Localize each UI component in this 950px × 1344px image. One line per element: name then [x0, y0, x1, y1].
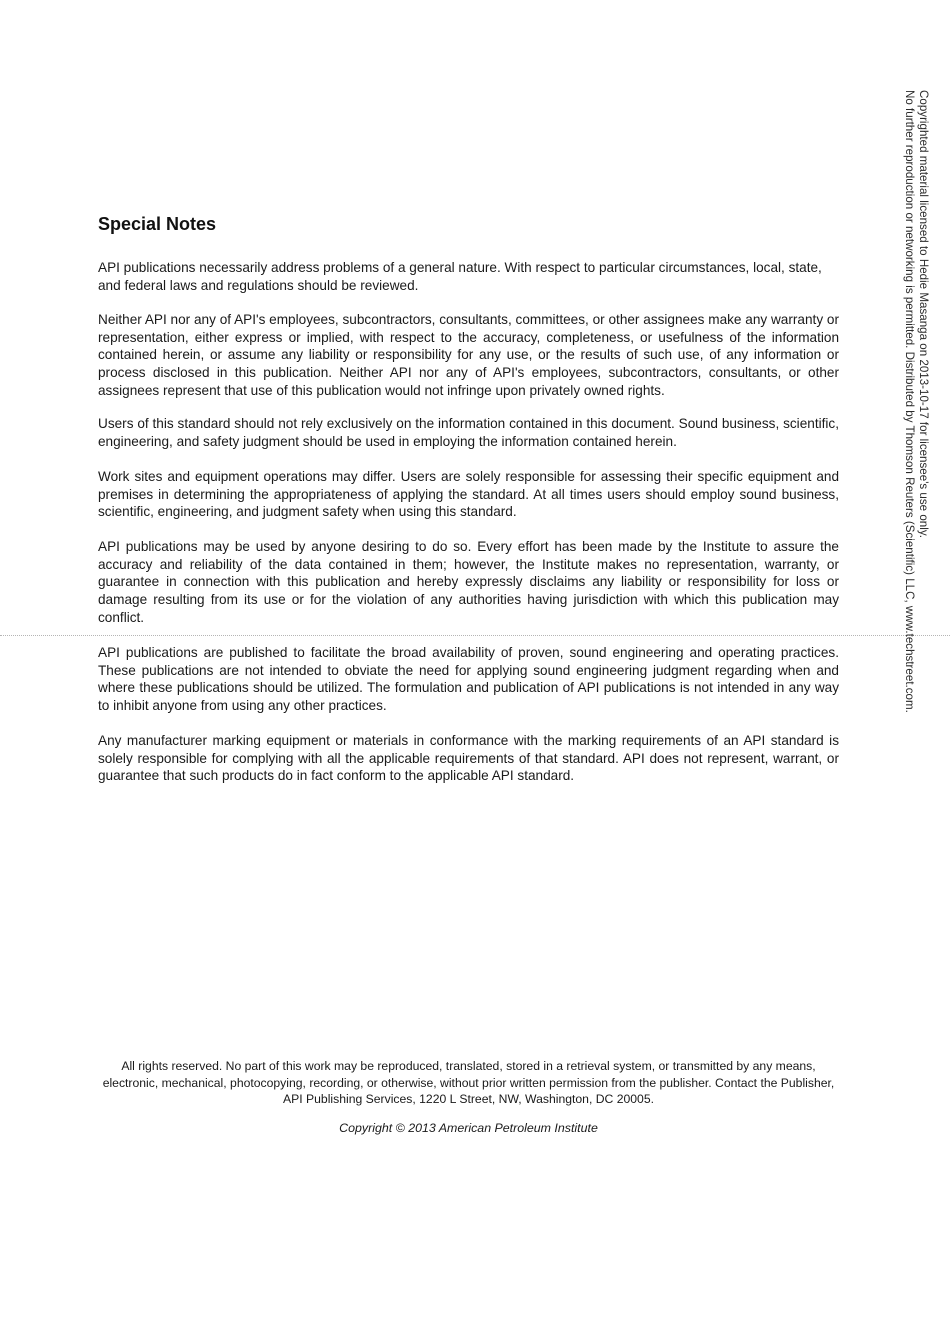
dotted-divider — [0, 635, 950, 636]
special-note-paragraph: Users of this standard should not rely exclusively on the information contained in this document. Sound business, scientific, engineering, and safety judgment should be used in employing the information contained herein. — [98, 416, 839, 449]
special-note-paragraph: API publications are published to facilitate the broad availability of proven, sound engineering and operating practices. These publications are not intended to obviate the need for applying sound engineering judgment regarding when and where these publications should be utilized. The formulation and publication of API publications is not intended in any way to inhibit anyone from using any other practices. — [98, 645, 839, 714]
special-note-paragraph: API publications necessarily address problems of a general nature. With respect to particular circumstances, local, state, and federal laws and regulations should be reviewed. — [98, 260, 822, 293]
rights-reserved-notice: All rights reserved. No part of this work may be reproduced, translated, stored in a retrieval system, or transmitted by any means, electronic, mechanical, photocopying, recording, or otherwise, without prior written permission from the publisher. Contact the Publisher, API Publishing Services, 1220 L Street, NW, Washington, DC 20005. — [102, 1059, 835, 1107]
special-note-paragraph: Neither API nor any of API's employees, subcontractors, consultants, committees, or other assignees make any warranty or representation, either express or implied, with respect to the accuracy, completeness, or usefulness of the information contained herein, or assume any liability or responsibility for any use, or the results of such use, of any information or process disclosed in this publication. Neither API nor any of API's employees, subcontractors, consultants, or other assignees represent that use of this publication would not infringe upon privately owned rights. — [98, 312, 839, 398]
special-note-paragraph: Any manufacturer marking equipment or materials in conformance with the marking requirements of an API standard is solely responsible for complying with all the applicable requirements of that standard. API does not represent, warrant, or guarantee that such products do in fact conform to the applicable API standard. — [98, 733, 839, 784]
page-title: Special Notes — [98, 214, 217, 234]
special-note-paragraph: API publications may be used by anyone desiring to do so. Every effort has been made by the Institute to assure the accuracy and reliability of the data contained in them; however, the Institute makes no representation, warranty, or guarantee in connection with this publication and hereby expressly disclaims any liability or responsibility for loss or damage resulting from its use or for the violation of any authorities having jurisdiction with which this publication may conflict. — [98, 539, 839, 625]
special-note-paragraph: Work sites and equipment operations may differ. Users are solely responsible for assessing their specific equipment and premises in determining the appropriateness of applying the standard. At all times users should employ sound business, scientific, engineering, and judgment safety when using this standard. — [98, 469, 839, 520]
license-watermark — [902, 90, 930, 730]
copyright-line: Copyright © 2013 American Petroleum Institute — [339, 1121, 598, 1135]
license-watermark-line-1: Copyrighted material licensed to Hedie Masanga on 2013-10-17 for licensee's use only. — [917, 90, 930, 538]
license-watermark-line-2: No further reproduction or networking is permitted. Distributed by Thomson Reuters (Scientific) LLC, www.techstreet.com. — [903, 90, 916, 713]
